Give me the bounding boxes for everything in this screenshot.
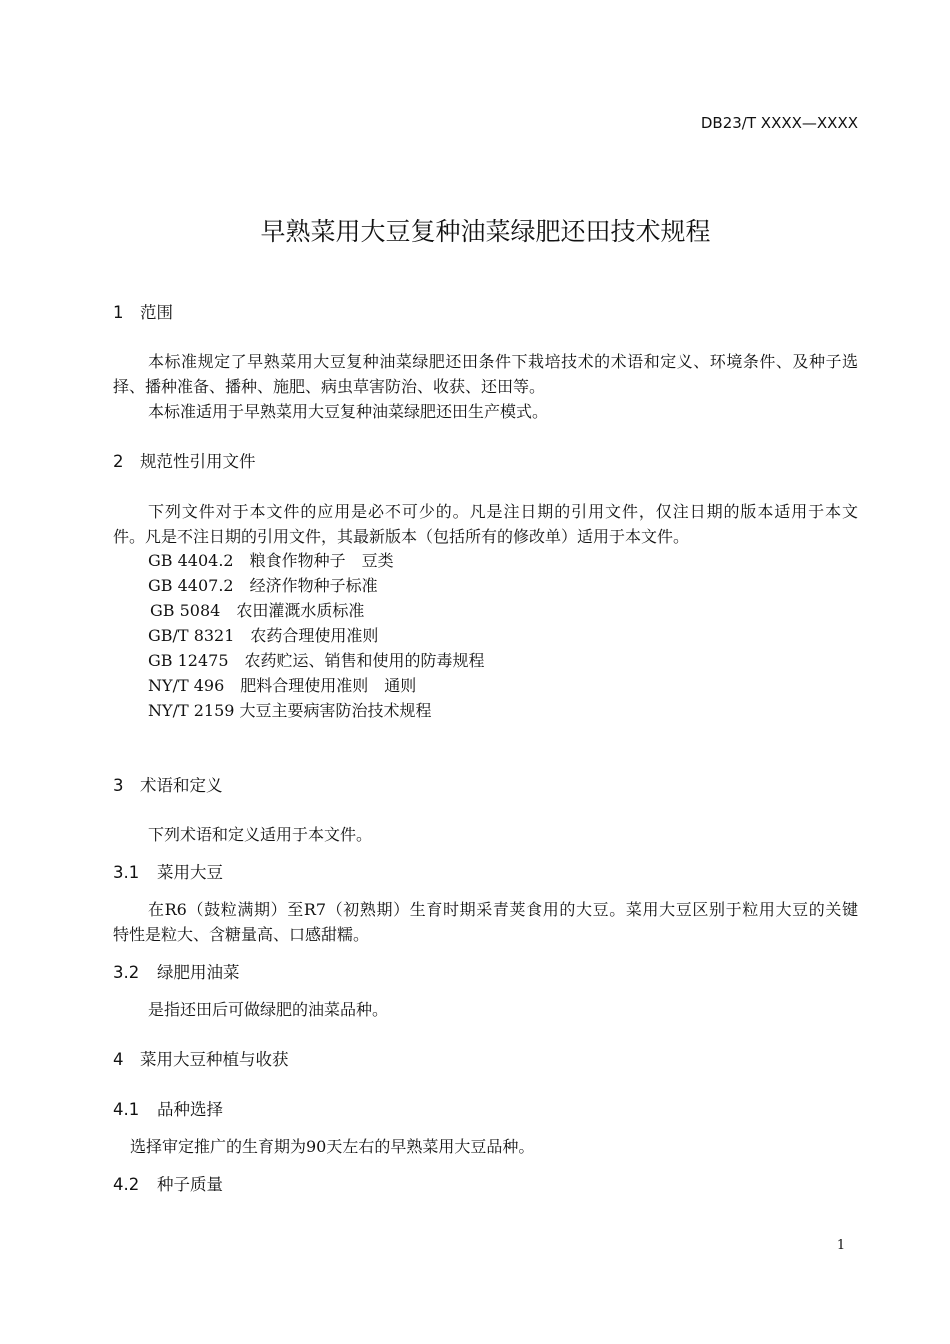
subsection-label: 绿肥用油菜 xyxy=(157,963,240,982)
subsection-label: 种子质量 xyxy=(157,1175,223,1194)
references-paragraph-line: 件。凡是不注日期的引用文件，其最新版本（包括所有的修改单）适用于本文件。 xyxy=(113,527,690,546)
section-label: 菜用大豆种植与收获 xyxy=(140,1050,289,1069)
section-label: 范围 xyxy=(140,303,173,322)
section-3-heading xyxy=(113,774,858,798)
section-label: 规范性引用文件 xyxy=(140,452,256,471)
term-3-1-heading xyxy=(113,861,858,885)
section-label: 术语和定义 xyxy=(140,776,223,795)
reference-item: GB 4404.2 粮食作物种子 豆类 xyxy=(148,551,394,570)
reference-item: GB 12475 农药贮运、销售和使用的防毒规程 xyxy=(148,651,485,670)
scope-paragraph-2: 本标准适用于早熟菜用大豆复种油菜绿肥还田生产模式。 xyxy=(148,402,549,421)
section-number: 1 xyxy=(113,303,124,322)
subsection-number: 4.1 xyxy=(113,1100,140,1119)
reference-item: GB 5084 农田灌溉水质标准 xyxy=(150,601,365,620)
section-1-heading xyxy=(113,301,858,325)
variety-selection-text: 选择审定推广的生育期为90天左右的早熟菜用大豆品种。 xyxy=(130,1137,535,1156)
reference-item: NY/T 2159 大豆主要病害防治技术规程 xyxy=(148,701,432,720)
section-number: 4 xyxy=(113,1050,124,1069)
terms-intro: 下列术语和定义适用于本文件。 xyxy=(148,825,373,844)
subsection-4-1-heading xyxy=(113,1098,858,1122)
subsection-4-2-heading xyxy=(113,1173,858,1197)
section-number: 3 xyxy=(113,776,124,795)
subsection-label: 菜用大豆 xyxy=(157,863,223,882)
reference-item: NY/T 496 肥料合理使用准则 通则 xyxy=(148,676,417,695)
term-definition: 是指还田后可做绿肥的油菜品种。 xyxy=(148,1000,389,1019)
subsection-number: 3.1 xyxy=(113,863,140,882)
section-2-heading xyxy=(113,450,858,474)
section-number: 2 xyxy=(113,452,124,471)
term-definition-line: 在R6（鼓粒满期）至R7（初熟期）生育时期采青荚食用的大豆。菜用大豆区别于粒用大豆的关键 xyxy=(148,900,858,919)
document-title: 早熟菜用大豆复种油菜绿肥还田技术规程 xyxy=(260,217,711,246)
scope-paragraph-line: 择、播种准备、播种、施肥、病虫草害防治、收获、还田等。 xyxy=(113,377,546,396)
subsection-label: 品种选择 xyxy=(157,1100,223,1119)
page-number: 1 xyxy=(836,1238,846,1253)
term-definition-line: 特性是粒大、含糖量高、口感甜糯。 xyxy=(113,925,370,944)
scope-paragraph-line: 本标准规定了早熟菜用大豆复种油菜绿肥还田条件下栽培技术的术语和定义、环境条件、及种子选 xyxy=(148,352,858,371)
standard-code-header: DB23/T XXXX—XXXX xyxy=(700,114,858,132)
subsection-number: 3.2 xyxy=(113,963,140,982)
term-3-2-heading xyxy=(113,961,858,985)
section-4-heading xyxy=(113,1048,858,1072)
reference-item: GB/T 8321 农药合理使用准则 xyxy=(148,626,379,645)
reference-item: GB 4407.2 经济作物种子标准 xyxy=(148,576,378,595)
subsection-number: 4.2 xyxy=(113,1175,140,1194)
references-paragraph-line: 下列文件对于本文件的应用是必不可少的。凡是注日期的引用文件，仅注日期的版本适用于本文 xyxy=(148,502,858,521)
